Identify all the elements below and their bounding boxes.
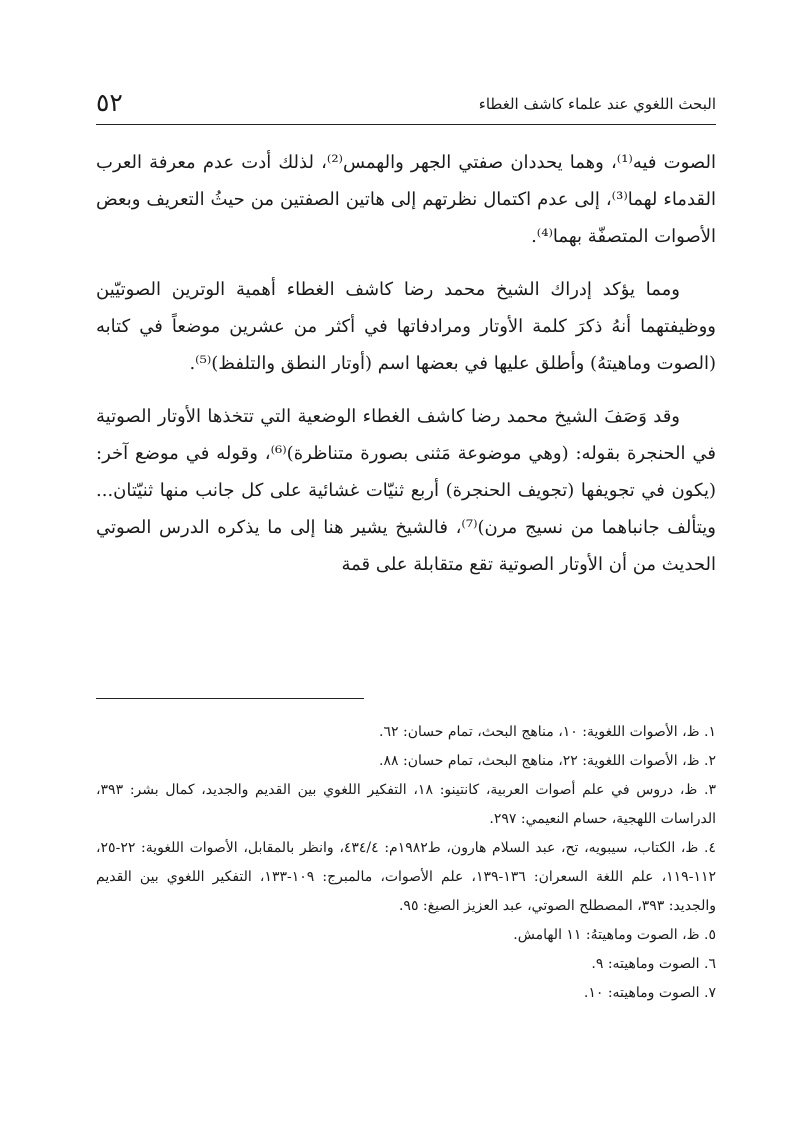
- header-rule: [96, 124, 716, 125]
- footnote-3: ٣. ظ، دروس في علم أصوات العربية، كانتينو: ١٨، التفكير اللغوي بين القديم والجديد، كمال بشر: ٣٩٣، الدراسات اللهجية، حسام النعيمي: ٢٩٧.: [96, 782, 716, 827]
- footnote-7: ٧. الصوت وماهيته: ١٠.: [583, 985, 716, 1001]
- page-number: ٥٢: [96, 88, 123, 117]
- footnote-4: ٤. ظ، الكتاب، سيبويه، تح، عبد السلام هارون، ط١٩٨٢م: ٤٣٤/٤، وانظر بالمقابل، الأصوات اللغوية: ٢٢-٢٥، ١١٢-١١٩، علم اللغة السعران: ١٣٦-١٣٩، علم الأصوات، مالمبرج: ١٠٩-١٣٣، التفكير اللغوي بين القديم والجديد: ٣٩٣، المصطلح الصوتي، عبد العزيز الصيغ: ٩٥.: [96, 840, 717, 914]
- footnote-6: ٦. الصوت وماهيته: ٩.: [591, 956, 716, 972]
- footnotes-list: [96, 718, 716, 1008]
- document-page: [96, 82, 716, 1082]
- paragraph-3: وقد وَصَفَ الشيخ محمد رضا كاشف الغطاء الوضعية التي تتخذها الأوتار الصوتية في الحنجرة بقوله: (وهي موضوعة مَثنى بصورة متناظرة)⁽⁶⁾، وقوله في موضع آخر: (يكون في تجويفها (تجويف الحنجرة) أربع ثنيّات غشائية على كل جانب منها ثنيّتان... ويتألف جانباهما من نسيج مرن)⁽⁷⁾، فالشيخ يشير هنا إلى ما يذكره الدرس الصوتي الحديث من أن الأوتار الصوتية تقع متقابلة على قمة: [96, 406, 716, 575]
- footnote-2: ٢. ظ، الأصوات اللغوية: ٢٢، مناهج البحث، تمام حسان: ٨٨.: [379, 753, 716, 769]
- paragraph-1: الصوت فيه⁽¹⁾، وهما يحددان صفتي الجهر والهمس⁽²⁾، لذلك أدت عدم معرفة العرب القدماء لهما⁽³⁾، إلى عدم اكتمال نظرتهم إلى هاتين الصفتين من حيثُ التعريف وبعض الأصوات المتصفّة بهما⁽⁴⁾.: [96, 152, 716, 247]
- running-header-title: البحث اللغوي عند علماء كاشف الغطاء: [478, 95, 716, 113]
- footnote-1: ١. ظ، الأصوات اللغوية: ١٠، مناهج البحث، تمام حسان: ٦٢.: [379, 724, 716, 740]
- body-text: [96, 144, 716, 583]
- running-header: [96, 82, 716, 122]
- footnote-rule: [96, 698, 364, 699]
- paragraph-2: ومما يؤكد إدراك الشيخ محمد رضا كاشف الغطاء أهمية الوترين الصوتيّين ووظيفتهما أنهُ ذكرَ كلمة الأوتار ومرادفاتها في أكثر من عشرين موضعاً في كتابه (الصوت وماهيتهُ) وأطلق عليها في بعضها اسم (أوتار النطق والتلفظ)⁽⁵⁾.: [96, 279, 716, 374]
- footnote-5: ٥. ظ، الصوت وماهيتهُ: ١١ الهامش.: [513, 927, 716, 943]
